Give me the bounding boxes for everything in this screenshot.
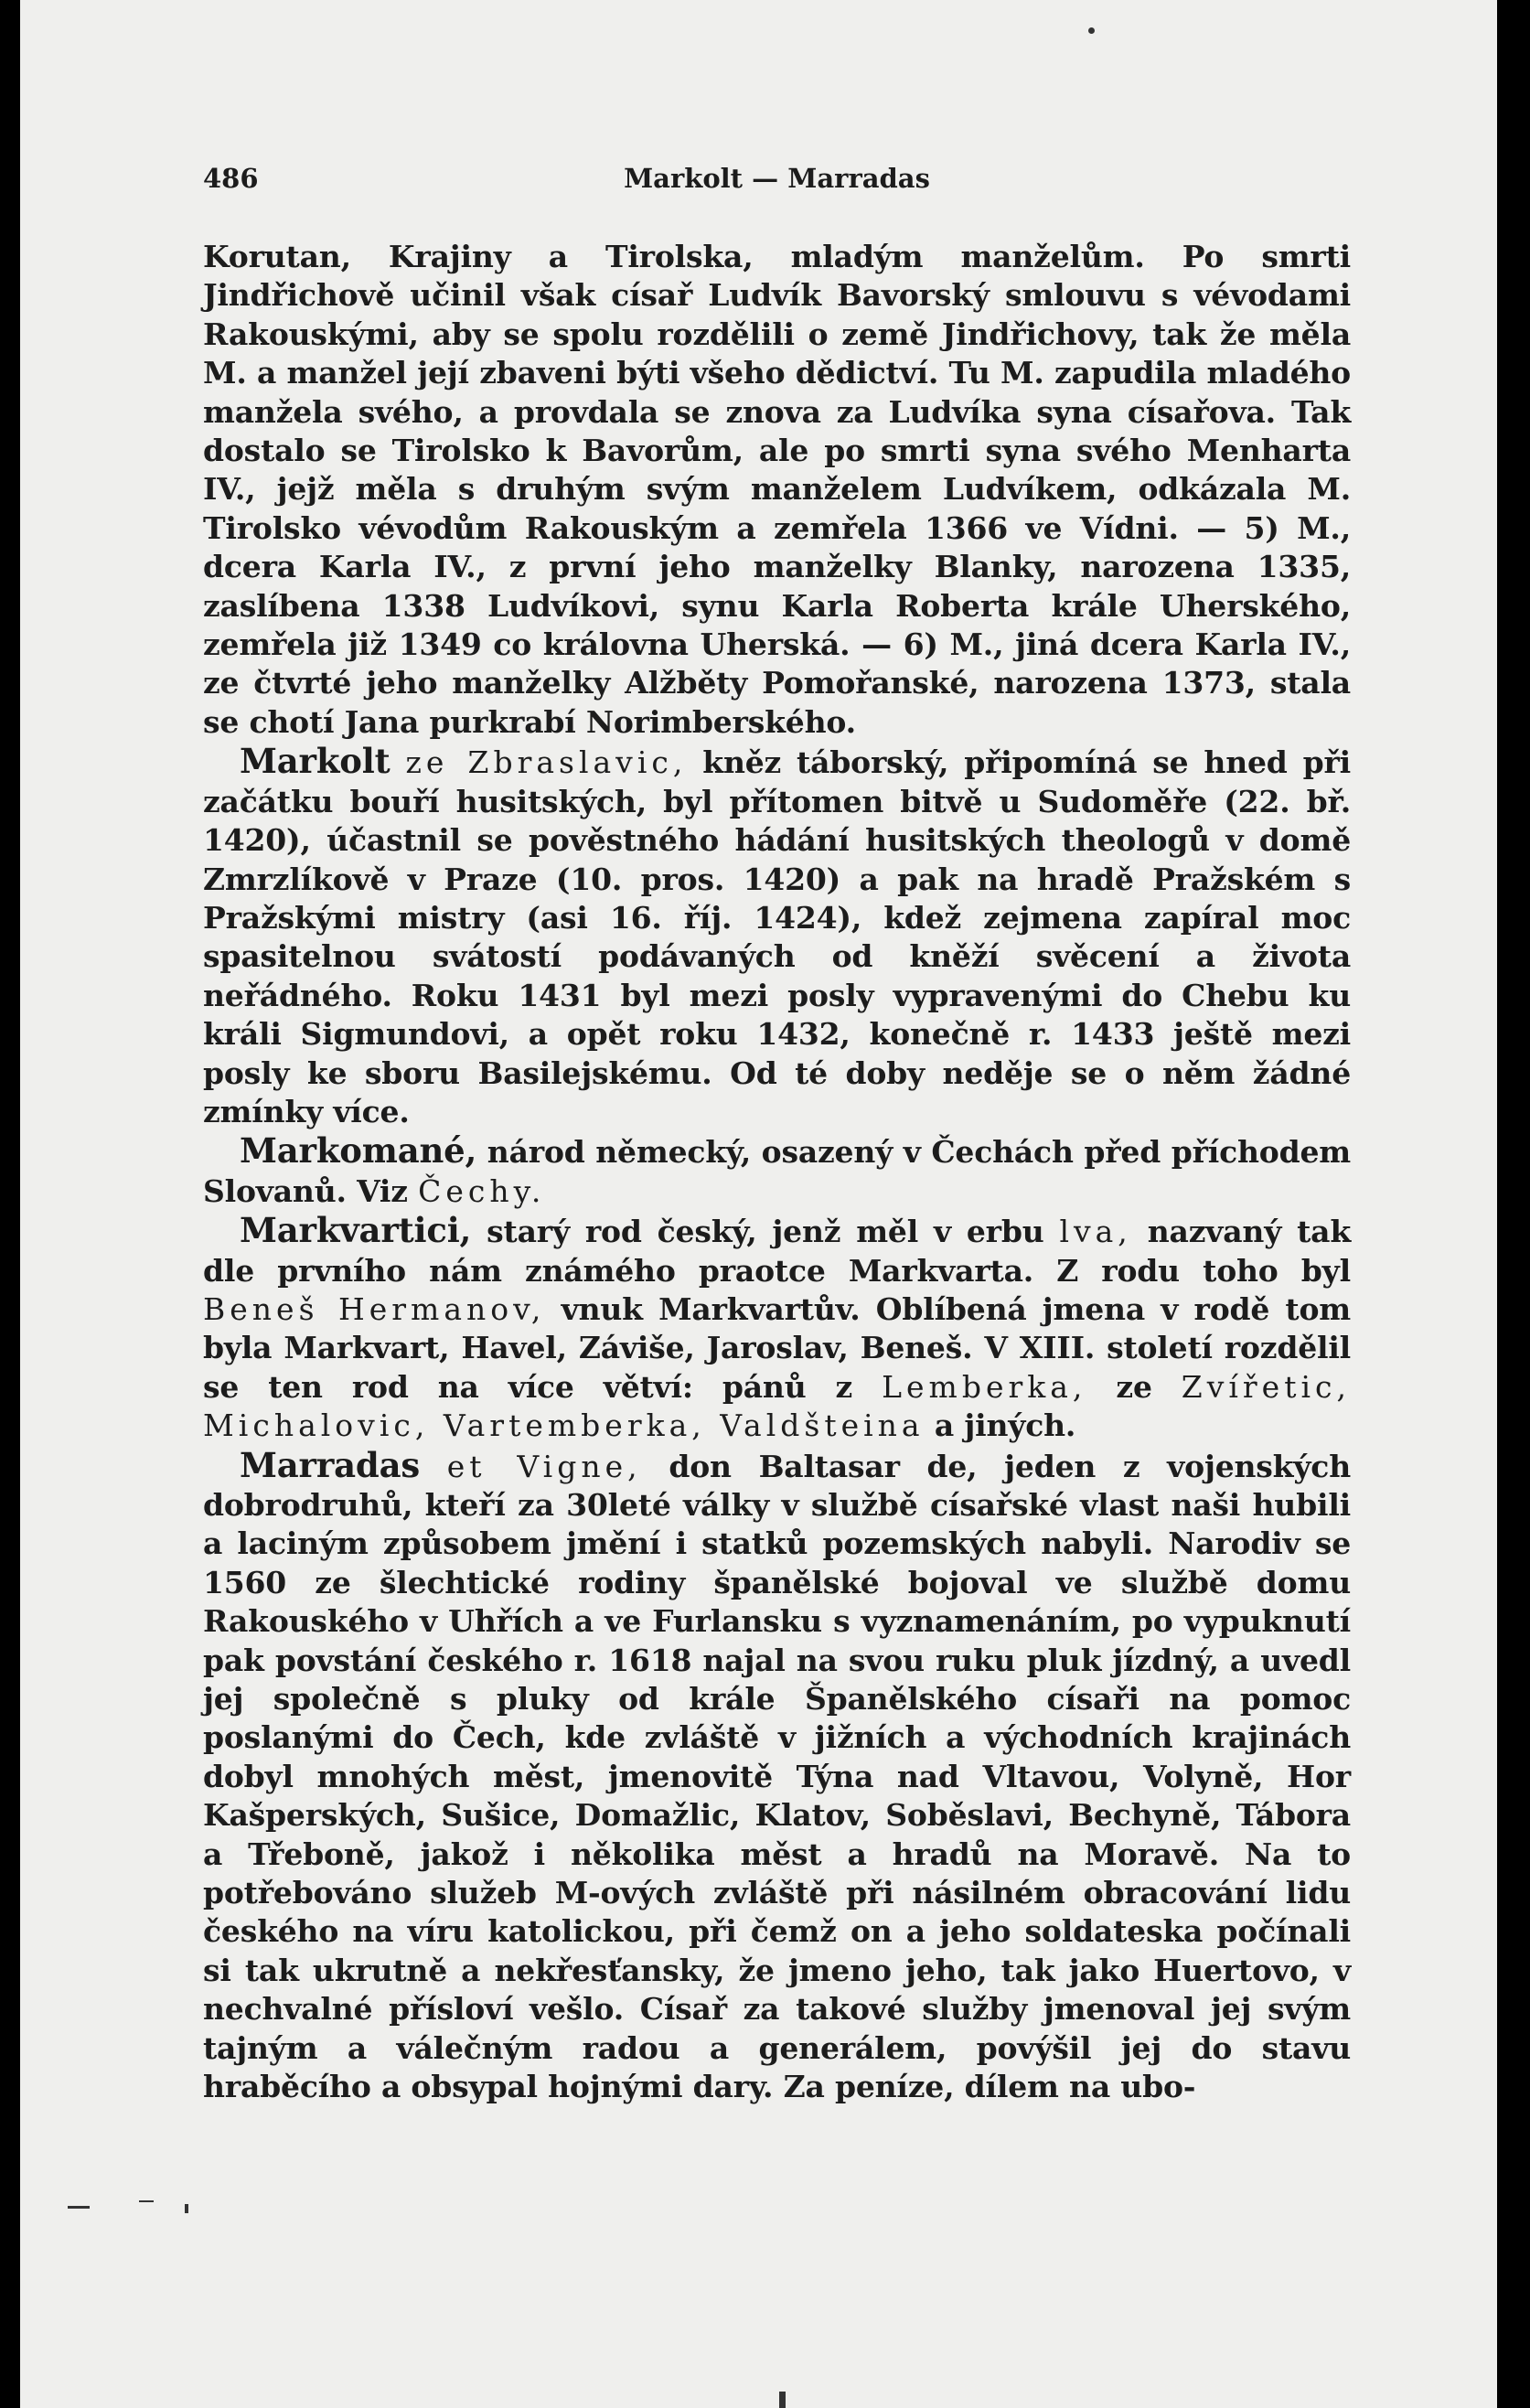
spaced-text: et Vigne, <box>446 1448 642 1484</box>
entry-text: nazvaný tak dle prvního nám známého praotce Markvarta. Z rodu toho byl <box>203 1214 1351 1289</box>
headword-markvartici: Markvartici, <box>240 1210 472 1251</box>
headword-markomane: Markomané, <box>240 1130 477 1172</box>
scan-speck <box>1088 27 1095 34</box>
entry-text: don Baltasar de, jeden z vojenských dobrodruhů, kteří za 30leté války v službě císařské vlast naši hubili a laciným způsobem jmění i statků pozemských nabyli. Narodiv se 1560 ze šlechtické rodiny španělské bojoval ve službě domu Rakouského v Uhřích a ve Furlansku s vyznamenáním, po vypuknutí pak povstání českého r. 1618 najal na svou ruku pluk jízdný, a uvedl jej společně s pluky od krále Španělského císaři na pomoc poslanými do Čech, kde zvláště v jižních a východních krajinách dobyl mnohých měst, jmenovitě Týna nad Vltavou, Volyně, Hor Kašperských, Sušice, Domažlic, Klatov, Soběslavi, Bechyně, Tábora a Třeboně, jakož i několika měst a hradů na Moravě. Na to potřebováno služeb M-ových zvláště při násilném obracování lidu českého na víru katolickou, při čemž on a jeho soldateska počínali si tak ukrutně a nekřesťansky, že jmeno jeho, tak jako Huertovo, v nechvalné přísloví vešlo. Císař za takové služby jmenoval jej svým tajným a válečným radou a generálem, povýšil jej do stavu hraběcího a obsypal hojnými dary. Za peníze, dílem na ubo- <box>203 1448 1351 2105</box>
spaced-text: ze Zbraslavic, <box>405 744 688 781</box>
entry-text: starý rod český, jenž měl v erbu <box>471 1214 1060 1250</box>
scan-speck <box>185 2204 188 2213</box>
body-text <box>203 238 1351 2107</box>
entry-marradas <box>203 1446 1351 2107</box>
spaced-text: Lemberka, <box>882 1368 1087 1405</box>
entry-text: vnuk Markvartův. Oblíbená jmena v rodě tom byla Markvart, Havel, Záviše, Jaroslav, Beneš. V XIII. století rozdělil se ten rod na více větví: pánů z <box>203 1290 1351 1405</box>
book-page <box>20 0 1497 2408</box>
page-header <box>203 163 1351 199</box>
headword-marradas: Marradas <box>240 1444 420 1485</box>
page-number: 486 <box>203 163 259 194</box>
entry-text: kněz táborský, připomíná se hned při začátku bouří husitských, byl přítomen bitvě u Sudoměře (22. bř. 1420), účastnil se pověstného hádání husitských theologů v domě Zmrzlíkově v Praze (10. pros. 1420) a pak na hradě Pražském s Pražskými mistry (asi 16. říj. 1424), kdež zejmena zapíral moc spasitelnou svátostí podávaných od kněží svěcení a života neřádného. Roku 1431 byl mezi posly vypravenými do Chebu ku králi Sigmundovi, a opět roku 1432, konečně r. 1433 ještě mezi posly ke sboru Basilejskému. Od té doby neděje se o něm žádné zmínky více. <box>203 744 1351 1129</box>
headword-markolt: Markolt <box>240 741 391 782</box>
running-title: Markolt — Marradas <box>624 163 930 194</box>
paragraph-text: Korutan, Krajiny a Tirolska, mladým manželům. Po smrti Jindřichově učinil však císař Ludvík Bavorský smlouvu s vévodami Rakouskými, aby se spolu rozdělili o země Jindřichovy, tak že měla M. a manžel její zbaveni býti všeho dědictví. Tu M. zapudila mladého manžela svého, a provdala se znova za Ludvíka syna císařova. Tak dostalo se Tirolsko k Bavorům, ale po smrti syna svého Menharta IV., jejž měla s druhým svým manželem Ludvíkem, odkázala M. Tirolsko vévodům Rakouským a zemřela 1366 ve Vídni. — 5) M., dcera Karla IV., z první jeho manželky Blanky, narozena 1335, zaslíbena 1338 Ludvíkovi, synu Karla Roberta krále Uherského, zemřela již 1349 co královna Uherská. — 6) M., jiná dcera Karla IV., ze čtvrté jeho manželky Alžběty Pomořanské, narozena 1373, stala se chotí Jana purkrabí Norimberského. <box>203 239 1351 740</box>
scan-speck <box>779 2392 786 2408</box>
entry-markvartici <box>203 1211 1351 1445</box>
entry-text: národ německý, osazený v Čechách před příchodem Slovanů. Viz <box>203 1134 1351 1209</box>
entry-text: a jiných. <box>924 1407 1076 1444</box>
spaced-text: Beneš Hermanov, <box>203 1290 546 1327</box>
spaced-text: lva, <box>1059 1214 1132 1250</box>
entry-text: ze <box>1086 1368 1182 1405</box>
scan-speck <box>139 2200 154 2202</box>
spaced-text: Čechy. <box>418 1172 546 1209</box>
entry-markomane <box>203 1131 1351 1211</box>
spaced-text: Zvířetic, Michalovic, Vartemberka, Valdšteina <box>203 1368 1351 1444</box>
continued-paragraph <box>203 238 1351 742</box>
entry-markolt <box>203 742 1351 1131</box>
scan-speck <box>68 2206 90 2209</box>
